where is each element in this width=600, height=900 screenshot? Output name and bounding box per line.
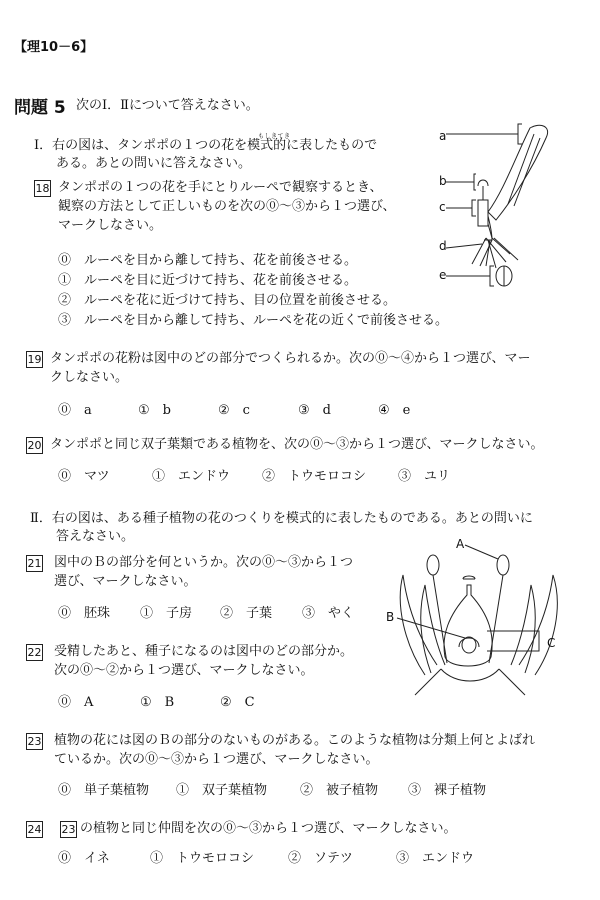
q22-option-1[interactable]: ① B	[140, 695, 175, 710]
figure-label-d: d	[439, 239, 447, 253]
question-number-24: 24	[27, 823, 42, 836]
q21-text-line2: 選び、マークしなさい。	[54, 574, 197, 589]
question-number-19: 19	[27, 353, 42, 366]
q24-text: の植物と同じ仲間を次の⓪～③から１つ選び、マークしなさい。	[80, 821, 457, 836]
q23-option-3[interactable]: ③ 裸子植物	[408, 783, 487, 798]
q20-option-2[interactable]: ② トウモロコシ	[262, 469, 367, 484]
q23-option-0[interactable]: ⓪ 単子葉植物	[58, 783, 150, 798]
question-number-23: 23	[27, 735, 42, 748]
q18-option-0[interactable]: ⓪ ルーペを目から離して持ち、花を前後させる。	[58, 253, 358, 268]
q18-option-1[interactable]: ① ルーペを目に近づけて持ち、花を前後させる。	[58, 273, 358, 288]
figure-label-c: c	[439, 200, 446, 214]
q21-text-line1: 図中のＢの部分を何というか。次の⓪～③から１つ	[54, 555, 354, 570]
figure-label-a: a	[439, 129, 447, 143]
part1-intro-line1: Ⅰ．右の図は、タンポポの１つの花を模式的に表したもので	[34, 138, 378, 153]
q20-option-3[interactable]: ③ ユリ	[398, 469, 451, 484]
q23-text-line2: ているか。次の⓪～③から１つ選び、マークしなさい。	[54, 752, 379, 767]
problem-title: 問題 5	[14, 98, 66, 118]
q21-option-2[interactable]: ② 子葉	[220, 606, 273, 621]
problem-lead: 次のⅠ．Ⅱについて答えなさい。	[76, 98, 259, 113]
q20-option-1[interactable]: ① エンドウ	[152, 469, 231, 484]
q19-option-0[interactable]: ⓪ a	[58, 403, 92, 418]
q22-option-0[interactable]: ⓪ A	[58, 695, 94, 710]
question-ref-23: 23	[61, 823, 76, 836]
page-header: 【理10－6】	[14, 40, 94, 55]
figure-label-b: b	[439, 174, 447, 188]
q19-option-4[interactable]: ④ e	[378, 403, 411, 418]
q23-option-1[interactable]: ① 双子葉植物	[176, 783, 268, 798]
dandelion-floret-diagram	[432, 120, 582, 300]
question-number-21: 21	[27, 557, 42, 570]
part1-intro-line2: ある。あとの問いに答えなさい。	[56, 156, 252, 171]
figure-label-A: A	[456, 537, 465, 551]
furigana: もしきてき	[258, 133, 291, 140]
q22-option-2[interactable]: ② C	[220, 695, 255, 710]
question-number-20: 20	[27, 439, 42, 452]
q22-text-line1: 受精したあと、種子になるのは図中のどの部分か。	[54, 644, 354, 659]
q23-text-line1: 植物の花には図のＢの部分のないものがある。このような植物は分類上何とよばれ	[54, 733, 536, 748]
part2-intro-line2: 答えなさい。	[56, 529, 135, 544]
q24-option-2[interactable]: ② ソテツ	[288, 851, 353, 866]
figure-label-B: B	[386, 610, 395, 624]
q18-text-line1: タンポポの１つの花を手にとりルーペで観察するとき、	[58, 180, 383, 195]
q22-text-line2: 次の⓪～②から１つ選び、マークしなさい。	[54, 663, 314, 678]
q21-option-0[interactable]: ⓪ 胚珠	[58, 606, 111, 621]
q23-option-2[interactable]: ② 被子植物	[300, 783, 379, 798]
q19-option-3[interactable]: ③ d	[298, 403, 331, 418]
q18-text-line3: マークしなさい。	[58, 218, 163, 233]
figure-label-e: e	[439, 268, 447, 282]
q19-option-1[interactable]: ① b	[138, 403, 171, 418]
q24-option-0[interactable]: ⓪ イネ	[58, 851, 110, 866]
q18-text-line2: 観察の方法として正しいものを次の⓪～③から１つ選び、	[58, 199, 396, 214]
question-number-22: 22	[27, 646, 42, 659]
q18-option-2[interactable]: ② ルーペを花に近づけて持ち、目の位置を前後させる。	[58, 293, 397, 308]
q19-text-line2: クしなさい。	[50, 370, 129, 385]
q24-option-3[interactable]: ③ エンドウ	[396, 851, 475, 866]
figure-label-C: C	[547, 636, 556, 650]
q21-option-3[interactable]: ③ やく	[302, 606, 355, 621]
q24-option-1[interactable]: ① トウモロコシ	[150, 851, 255, 866]
flower-structure-diagram	[385, 535, 565, 705]
q19-option-2[interactable]: ② c	[218, 403, 250, 418]
part2-intro-line1: Ⅱ．右の図は、ある種子植物の花のつくりを模式的に表したものである。あとの問いに	[30, 511, 533, 526]
q18-option-3[interactable]: ③ ルーペを目から離して持ち、ルーペを花の近くで前後させる。	[58, 313, 449, 328]
q21-option-1[interactable]: ① 子房	[140, 606, 193, 621]
q20-option-0[interactable]: ⓪ マツ	[58, 469, 110, 484]
q19-text-line1: タンポポの花粉は図中のどの部分でつくられるか。次の⓪～④から１つ選び、マー	[50, 351, 531, 366]
question-number-18: 18	[35, 182, 50, 195]
q20-text: タンポポと同じ双子葉類である植物を、次の⓪～③から１つ選び、マークしなさい。	[50, 437, 544, 452]
